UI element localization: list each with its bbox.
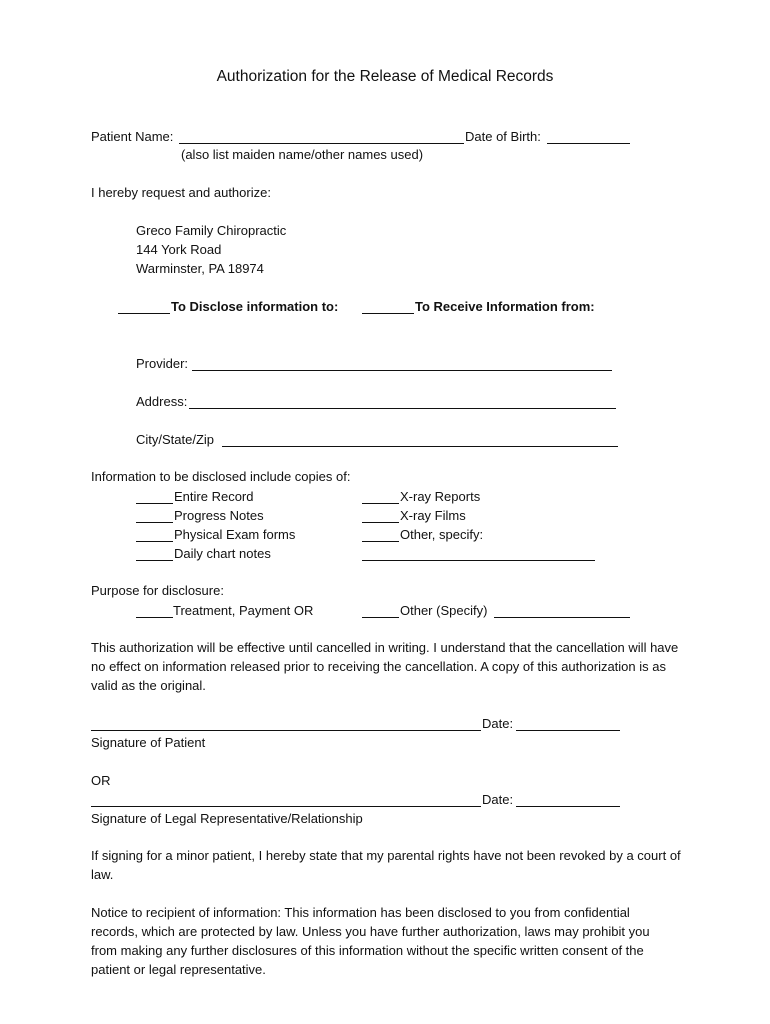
legal-date-label: Date:	[482, 792, 514, 807]
physical-exam-checkbox[interactable]	[136, 541, 173, 542]
xray-films-label: X-ray Films	[400, 508, 466, 523]
provider-city-label: City/State/Zip	[136, 432, 215, 447]
clinic-city: Warminster, PA 18974	[136, 261, 264, 276]
patient-name-label: Patient Name:	[91, 129, 174, 144]
info-heading: Information to be disclosed include copies of:	[91, 469, 351, 484]
legal-signature-label: Signature of Legal Representative/Relationship	[91, 811, 363, 826]
xray-reports-label: X-ray Reports	[400, 489, 481, 504]
patient-signature-field[interactable]	[91, 730, 481, 731]
purpose-other-field[interactable]	[494, 617, 630, 618]
provider-label: Provider:	[136, 356, 189, 371]
patient-date-label: Date:	[482, 716, 514, 731]
form-title: Authorization for the Release of Medical Records	[216, 68, 554, 85]
provider-city-field[interactable]	[222, 446, 618, 447]
purpose-other-label: Other (Specify)	[400, 603, 488, 618]
xray-reports-checkbox[interactable]	[362, 503, 399, 504]
date-of-birth-label: Date of Birth:	[465, 129, 541, 144]
other-specify-label: Other, specify:	[400, 527, 484, 542]
physical-exam-label: Physical Exam forms	[174, 527, 296, 542]
disclose-checkbox-line[interactable]	[118, 313, 170, 314]
progress-notes-checkbox[interactable]	[136, 522, 173, 523]
clinic-name: Greco Family Chiropractic	[136, 223, 287, 238]
disclose-label: To Disclose information to:	[171, 299, 339, 314]
entire-record-label: Entire Record	[174, 489, 254, 504]
purpose-heading: Purpose for disclosure:	[91, 583, 224, 598]
other-specify-checkbox[interactable]	[362, 541, 399, 542]
legal-date-field[interactable]	[516, 806, 620, 807]
provider-address-field[interactable]	[189, 408, 616, 409]
purpose-other-checkbox[interactable]	[362, 617, 399, 618]
request-text: I hereby request and authorize:	[91, 185, 271, 200]
date-of-birth-field[interactable]	[547, 143, 630, 144]
xray-films-checkbox[interactable]	[362, 522, 399, 523]
patient-name-field[interactable]	[179, 143, 464, 144]
daily-chart-checkbox[interactable]	[136, 560, 173, 561]
clinic-address: 144 York Road	[136, 242, 222, 257]
effective-paragraph: This authorization will be effective until cancelled in writing. I understand that the cancellation will have no effect on information released prior to receiving the cancellation. A copy of this authorization is as valid as the original.	[91, 640, 679, 693]
daily-chart-label: Daily chart notes	[174, 546, 271, 561]
patient-signature-label: Signature of Patient	[91, 735, 206, 750]
treatment-label: Treatment, Payment OR	[173, 603, 314, 618]
provider-address-label: Address:	[136, 394, 188, 409]
other-specify-field[interactable]	[362, 560, 595, 561]
progress-notes-label: Progress Notes	[174, 508, 264, 523]
provider-field[interactable]	[192, 370, 612, 371]
or-label: OR	[91, 773, 111, 788]
legal-signature-field[interactable]	[91, 806, 481, 807]
entire-record-checkbox[interactable]	[136, 503, 173, 504]
treatment-checkbox[interactable]	[136, 617, 173, 618]
maiden-name-note: (also list maiden name/other names used)	[181, 147, 424, 162]
receive-label: To Receive Information from:	[415, 299, 595, 314]
minor-paragraph: If signing for a minor patient, I hereby state that my parental rights have not been revoked by a court of law.	[91, 848, 681, 882]
notice-paragraph: Notice to recipient of information: This information has been disclosed to you from confidential records, which are protected by law. Unless you have further authorization, laws may prohibit you from making any further disclosures of this information without the specific written consent of the patient or legal representative.	[91, 905, 650, 977]
receive-checkbox-line[interactable]	[362, 313, 414, 314]
patient-date-field[interactable]	[516, 730, 620, 731]
